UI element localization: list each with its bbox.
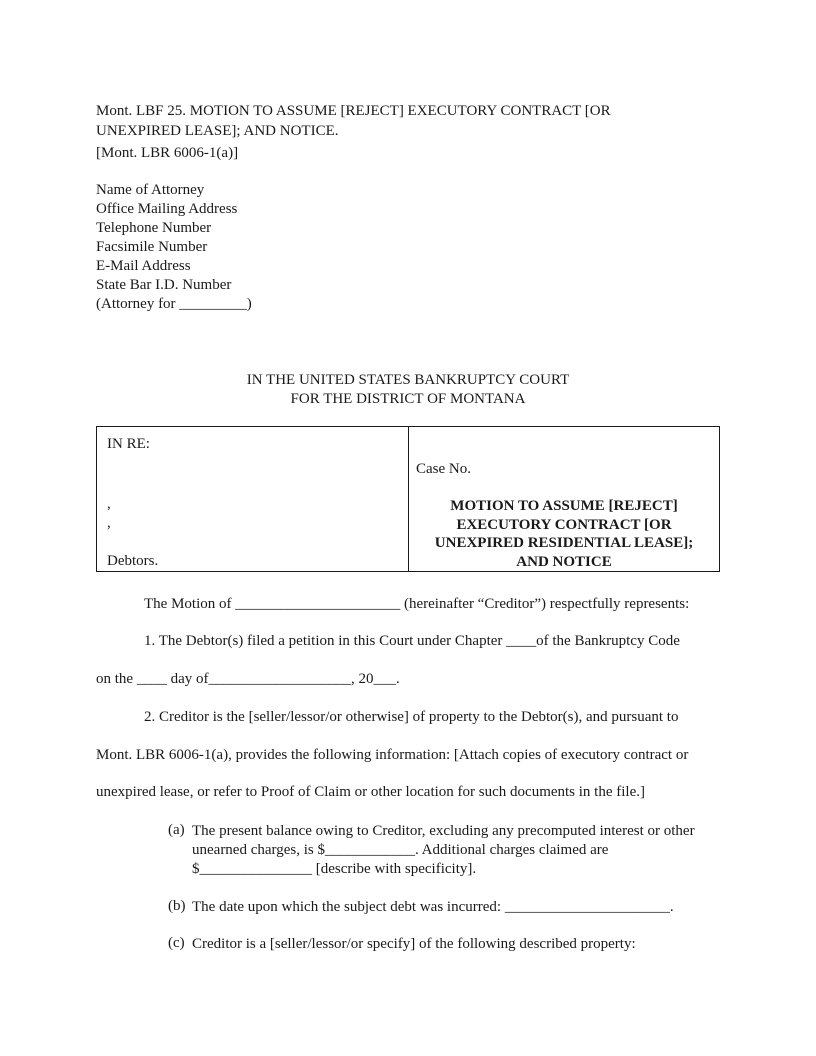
debtor-comma-1: , xyxy=(107,496,111,512)
paragraph-2-line-1: 2. Creditor is the [seller/lessor/or otherwise] of property to the Debtor(s), and pursuant to xyxy=(144,709,679,725)
debtors-label: Debtors. xyxy=(107,553,159,569)
form-title: Mont. LBF 25. MOTION TO ASSUME [REJECT] EXECUTORY CONTRACT [OR UNEXPIRED LEASE]; AND NOTICE. xyxy=(96,103,611,139)
item-a-line-1: The present balance owing to Creditor, excluding any precomputed interest or other xyxy=(192,823,695,839)
paragraph-1-line-1: 1. The Debtor(s) filed a petition in this Court under Chapter ____of the Bankruptcy Code xyxy=(144,633,680,649)
item-c-text: Creditor is a [seller/lessor/or specify] of the following described property: xyxy=(192,936,636,952)
attorney-for: (Attorney for _________) xyxy=(96,296,252,312)
attorney-phone: Telephone Number xyxy=(96,220,212,236)
paragraph-1-line-2: on the ____ day of___________________, 20___. xyxy=(96,671,400,687)
rule-reference: [Mont. LBR 6006-1(a)] xyxy=(96,145,239,161)
document-title xyxy=(409,497,719,571)
item-b-text: The date upon which the subject debt was incurred: ______________________. xyxy=(192,899,674,915)
intro-paragraph: The Motion of ______________________ (hereinafter “Creditor”) respectfully represents: xyxy=(144,596,690,612)
attorney-block xyxy=(96,181,252,314)
document-title-line: MOTION TO ASSUME [REJECT] xyxy=(450,498,678,514)
case-caption xyxy=(96,426,720,572)
attorney-bar-id: State Bar I.D. Number xyxy=(96,277,232,293)
document-title-line: AND NOTICE xyxy=(516,553,612,570)
document-title-line: UNEXPIRED RESIDENTIAL LEASE]; xyxy=(434,535,694,551)
paragraph-2-line-2: Mont. LBR 6006-1(a), provides the following information: [Attach copies of executory contract or xyxy=(96,747,689,763)
item-a-line-3: $_______________ [describe with specificity]. xyxy=(192,861,477,877)
attorney-address: Office Mailing Address xyxy=(96,201,238,217)
attorney-email: E-Mail Address xyxy=(96,258,191,274)
item-a-line-2: unearned charges, is $____________. Additional charges claimed are xyxy=(192,842,609,858)
item-b-label: (b) xyxy=(168,898,186,914)
document-title-line: EXECUTORY CONTRACT [OR xyxy=(456,516,672,533)
debtor-comma-2: , xyxy=(107,515,111,531)
item-c-label: (c) xyxy=(168,935,185,951)
attorney-name: Name of Attorney xyxy=(96,182,205,198)
attorney-fax: Facsimile Number xyxy=(96,239,208,255)
in-re-label: IN RE: xyxy=(107,436,150,452)
caption-case-info xyxy=(409,427,719,571)
item-a-label: (a) xyxy=(168,822,185,838)
caption-parties xyxy=(97,427,409,571)
case-number-label: Case No. xyxy=(416,461,471,477)
paragraph-2-line-3: unexpired lease, or refer to Proof of Claim or other location for such documents in the file.] xyxy=(96,784,645,800)
court-name: IN THE UNITED STATES BANKRUPTCY COURT xyxy=(246,372,570,388)
court-district: FOR THE DISTRICT OF MONTANA xyxy=(290,391,526,407)
